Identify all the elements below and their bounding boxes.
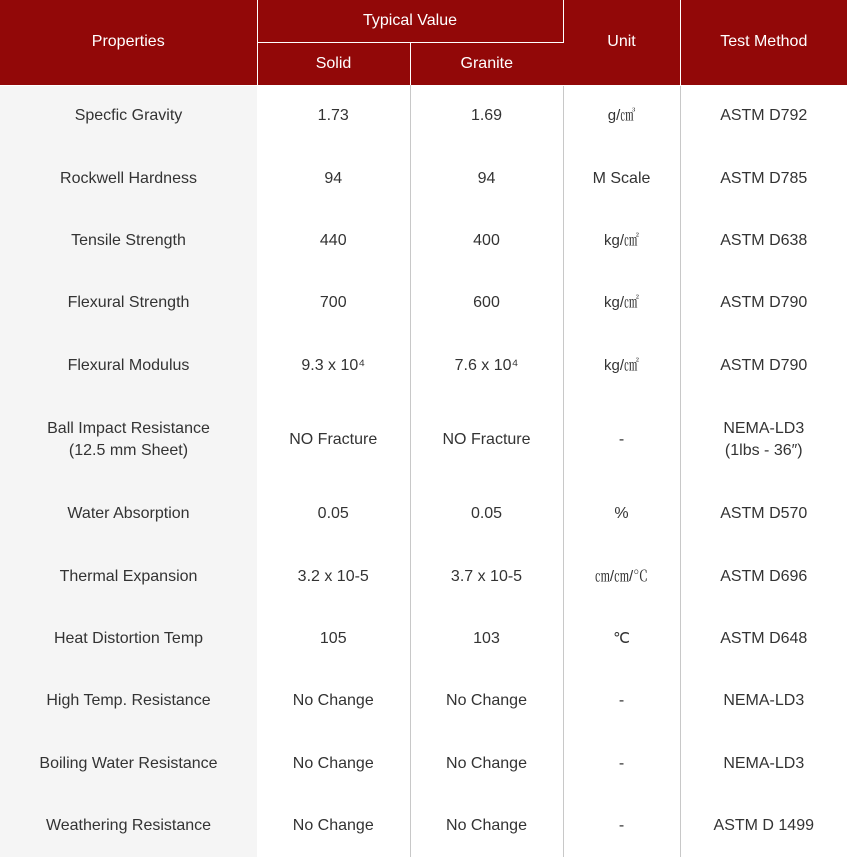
unit-cell: ㎝/㎝/℃ — [563, 545, 680, 607]
solid-cell: 1.73 — [257, 85, 410, 147]
granite-cell: No Change — [410, 795, 563, 857]
method-line: NEMA-LD3 — [723, 419, 805, 437]
table-row — [0, 335, 847, 397]
method-cell: ASTM D792 — [680, 85, 847, 147]
method-cell: ASTM D 1499 — [680, 795, 847, 857]
property-cell: Rockwell Hardness — [0, 147, 257, 209]
method-cell: ASTM D696 — [680, 545, 847, 607]
granite-cell: 600 — [410, 272, 563, 334]
header-unit: Unit — [563, 0, 680, 85]
unit-cell: g/㎤ — [563, 85, 680, 147]
method-line: (1lbs - 36″) — [724, 441, 803, 459]
granite-cell: 3.7 x 10-5 — [410, 545, 563, 607]
property-line: Ball Impact Resistance — [47, 419, 210, 437]
property-cell: Boiling Water Resistance — [0, 733, 257, 795]
granite-cell: 7.6 x 10⁴ — [410, 335, 563, 397]
header-typical-value: Typical Value — [257, 0, 563, 43]
table-row — [0, 795, 847, 857]
property-line: (12.5 mm Sheet) — [68, 441, 189, 459]
solid-cell: 440 — [257, 210, 410, 272]
solid-cell: 0.05 — [257, 483, 410, 545]
method-cell: ASTM D790 — [680, 272, 847, 334]
method-cell: NEMA-LD3 — [680, 670, 847, 732]
granite-cell: 1.69 — [410, 85, 563, 147]
header-properties: Properties — [0, 0, 257, 85]
table-row — [0, 147, 847, 209]
property-cell: Flexural Strength — [0, 272, 257, 334]
unit-cell: - — [563, 795, 680, 857]
method-cell: ASTM D785 — [680, 147, 847, 209]
property-cell: Specfic Gravity — [0, 85, 257, 147]
table-row — [0, 397, 847, 483]
header-granite: Granite — [410, 43, 563, 86]
table-row — [0, 670, 847, 732]
unit-cell: kg/㎠ — [563, 210, 680, 272]
unit-cell: - — [563, 733, 680, 795]
property-cell: Tensile Strength — [0, 210, 257, 272]
header-solid: Solid — [257, 43, 410, 86]
table-row — [0, 272, 847, 334]
solid-cell: No Change — [257, 795, 410, 857]
property-cell: Heat Distortion Temp — [0, 608, 257, 670]
solid-cell: NO Fracture — [257, 397, 410, 483]
method-cell: ASTM D570 — [680, 483, 847, 545]
granite-cell: 103 — [410, 608, 563, 670]
granite-cell: No Change — [410, 733, 563, 795]
table-row — [0, 210, 847, 272]
property-cell: High Temp. Resistance — [0, 670, 257, 732]
method-cell: ASTM D790 — [680, 335, 847, 397]
method-cell: ASTM D638 — [680, 210, 847, 272]
granite-cell: NO Fracture — [410, 397, 563, 483]
method-cell — [680, 397, 847, 483]
unit-cell: M Scale — [563, 147, 680, 209]
method-cell: ASTM D648 — [680, 608, 847, 670]
unit-cell: - — [563, 397, 680, 483]
property-cell: Thermal Expansion — [0, 545, 257, 607]
unit-cell: kg/㎠ — [563, 272, 680, 334]
property-cell — [0, 397, 257, 483]
table-row — [0, 608, 847, 670]
solid-cell: 105 — [257, 608, 410, 670]
solid-cell: 3.2 x 10-5 — [257, 545, 410, 607]
solid-cell: 700 — [257, 272, 410, 334]
granite-cell: 94 — [410, 147, 563, 209]
property-cell: Weathering Resistance — [0, 795, 257, 857]
header-test-method: Test Method — [680, 0, 847, 85]
unit-cell: kg/㎠ — [563, 335, 680, 397]
unit-cell: ℃ — [563, 608, 680, 670]
table-body — [0, 85, 847, 857]
table-row — [0, 483, 847, 545]
table-row — [0, 733, 847, 795]
table-row — [0, 85, 847, 147]
solid-cell: No Change — [257, 733, 410, 795]
property-cell: Water Absorption — [0, 483, 257, 545]
granite-cell: 400 — [410, 210, 563, 272]
property-cell: Flexural Modulus — [0, 335, 257, 397]
table-row — [0, 545, 847, 607]
granite-cell: 0.05 — [410, 483, 563, 545]
solid-cell: No Change — [257, 670, 410, 732]
granite-cell: No Change — [410, 670, 563, 732]
unit-cell: % — [563, 483, 680, 545]
method-cell: NEMA-LD3 — [680, 733, 847, 795]
solid-cell: 94 — [257, 147, 410, 209]
unit-cell: - — [563, 670, 680, 732]
solid-cell: 9.3 x 10⁴ — [257, 335, 410, 397]
table-header — [0, 0, 847, 85]
